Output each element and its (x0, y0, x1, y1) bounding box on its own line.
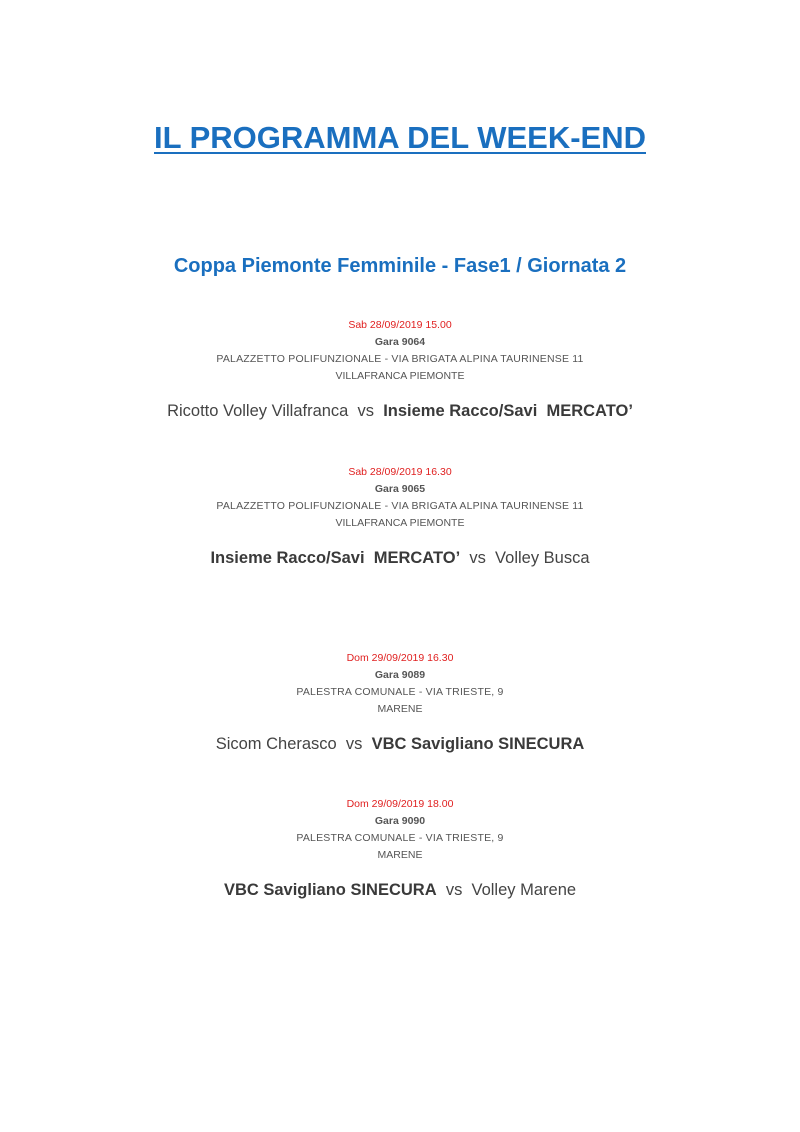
away-team: Insieme Racco/Savi MERCATO’ (383, 402, 633, 420)
competition-subtitle: Coppa Piemonte Femminile - Fase1 / Giornata 2 (173, 255, 627, 277)
match-city: MARENE (377, 849, 423, 861)
home-team: VBC Savigliano SINECURA (223, 881, 437, 899)
vs-label: vs (357, 402, 375, 420)
away-team: Volley Marene (471, 881, 577, 899)
match-teams (0, 878, 800, 902)
match-venue: PALAZZETTO POLIFUNZIONALE - VIA BRIGATA ALPINA TAURINENSE 11 (216, 500, 584, 512)
match-venue: PALAZZETTO POLIFUNZIONALE - VIA BRIGATA ALPINA TAURINENSE 11 (216, 353, 584, 365)
vs-label: vs (445, 881, 463, 899)
match-city: MARENE (377, 703, 423, 715)
match-block (0, 796, 800, 902)
vs-label: vs (345, 735, 363, 753)
page-title: IL PROGRAMMA DEL WEEK-END (154, 120, 646, 155)
match-datetime: Sab 28/09/2019 16.30 (348, 466, 452, 478)
match-venue: PALESTRA COMUNALE - VIA TRIESTE, 9 (296, 686, 504, 698)
away-team: Volley Busca (495, 549, 590, 567)
match-gara-number: Gara 9090 (374, 815, 426, 827)
match-datetime: Sab 28/09/2019 15.00 (348, 319, 452, 331)
match-block (0, 464, 800, 570)
match-datetime: Dom 29/09/2019 16.30 (346, 652, 454, 664)
match-datetime: Dom 29/09/2019 18.00 (346, 798, 454, 810)
match-gara-number: Gara 9065 (374, 483, 426, 495)
match-block (0, 650, 800, 756)
match-city: VILLAFRANCA PIEMONTE (335, 517, 465, 529)
vs-label: vs (469, 549, 486, 567)
match-teams (0, 546, 800, 570)
home-team: Ricotto Volley Villafranca (167, 402, 349, 420)
match-block (0, 317, 800, 423)
match-venue: PALESTRA COMUNALE - VIA TRIESTE, 9 (296, 832, 504, 844)
match-teams (0, 399, 800, 423)
match-gara-number: Gara 9089 (374, 669, 426, 681)
match-gara-number: Gara 9064 (374, 336, 426, 348)
home-team: Sicom Cherasco (215, 735, 337, 753)
match-city: VILLAFRANCA PIEMONTE (335, 370, 465, 382)
home-team: Insieme Racco/Savi MERCATO’ (210, 549, 461, 567)
away-team: VBC Savigliano SINECURA (371, 735, 585, 753)
match-teams (0, 732, 800, 756)
